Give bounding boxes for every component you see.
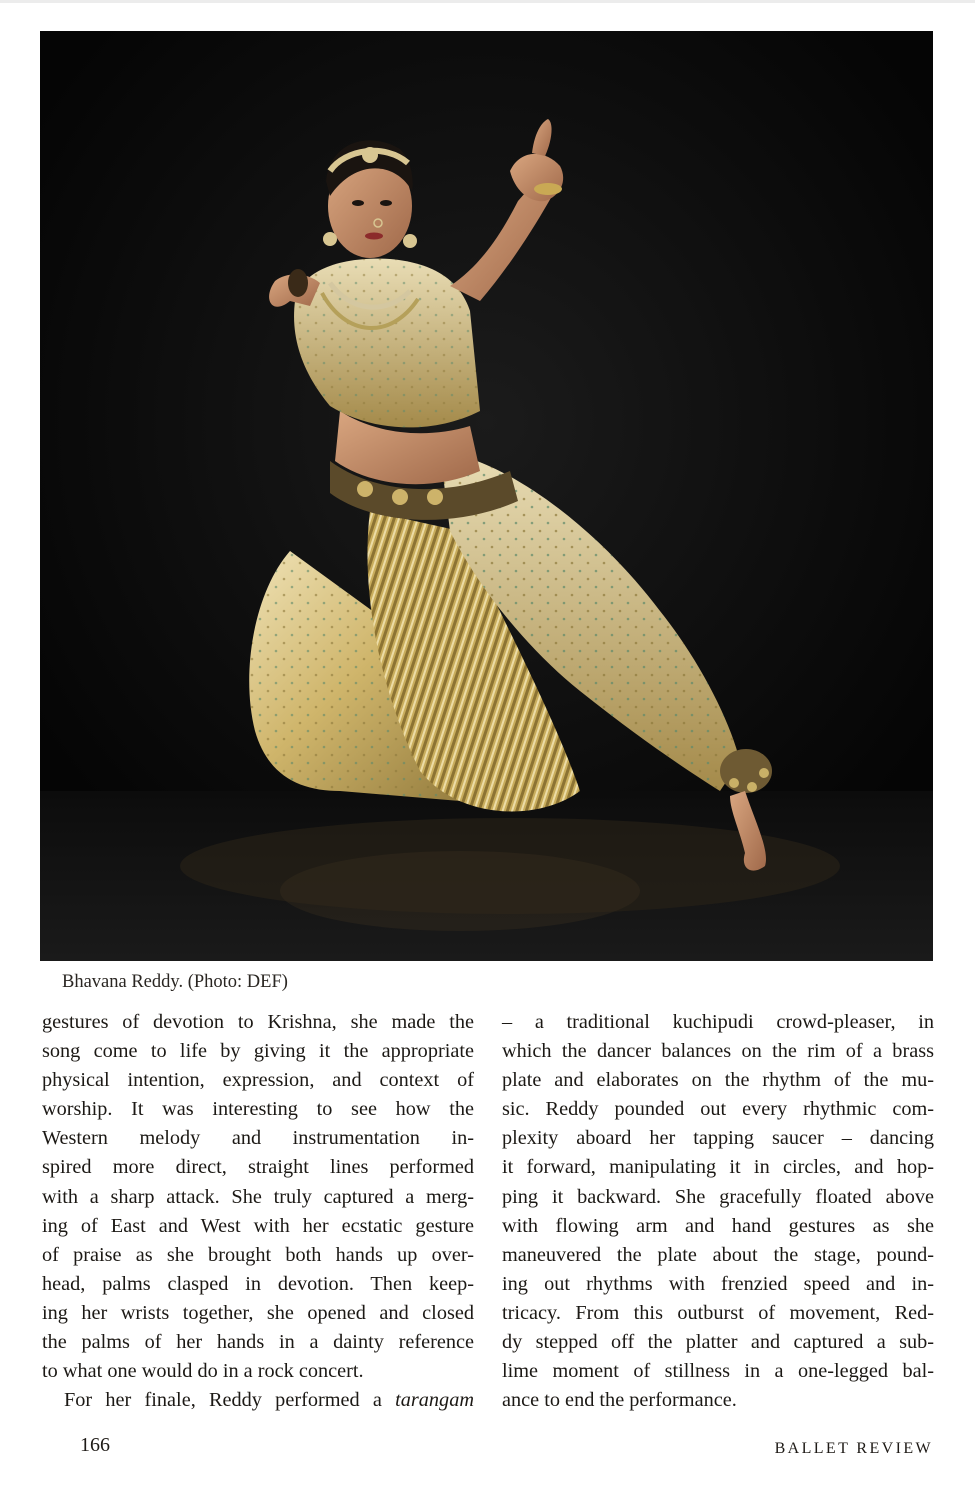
text-line: it forward, manipulating it in circles, and hop- <box>502 1156 934 1179</box>
page-number: 166 <box>80 1434 110 1456</box>
text-line: tricacy. From this outburst of movement, Red- <box>502 1301 934 1324</box>
left-column <box>42 1008 474 1415</box>
dancer-illustration <box>40 31 933 961</box>
dancer-photo <box>40 31 933 961</box>
text-line: worship. It was interesting to see how the <box>42 1098 474 1121</box>
photo-caption: Bhavana Reddy. (Photo: DEF) <box>62 972 288 992</box>
italic-term: tarangam <box>395 1389 474 1412</box>
text-line: gestures of devotion to Krishna, she made the <box>42 1011 474 1033</box>
text-line: ping it backward. She gracefully floated above <box>502 1185 934 1208</box>
text-line: spired more direct, straight lines performed <box>42 1156 474 1179</box>
top-rule <box>0 0 975 3</box>
text-line: – a traditional kuchipudi crowd-pleaser, in <box>502 1011 934 1033</box>
right-column <box>502 1008 934 1415</box>
paragraph-start-line <box>42 1386 474 1415</box>
text-line: which the dancer balances on the rim of a brass <box>502 1040 934 1063</box>
text-line: Western melody and instrumentation in- <box>42 1127 474 1150</box>
text-line: ance to end the performance. <box>502 1389 737 1412</box>
text-line: the palms of her hands in a dainty reference <box>42 1331 474 1354</box>
text-line: ing her wrists together, she opened and closed <box>42 1301 474 1324</box>
text-line: lime moment of stillness in a one-legged bal- <box>502 1360 934 1383</box>
text-line: dy stepped off the platter and captured a sub- <box>502 1331 934 1354</box>
text-line: with flowing arm and hand gestures as she <box>502 1214 934 1237</box>
running-head: BALLET REVIEW <box>774 1440 933 1457</box>
text-line: head, palms clasped in devotion. Then keep- <box>42 1272 474 1295</box>
text-run: For her finale, Reddy performed a <box>64 1389 382 1412</box>
text-line: sic. Reddy pounded out every rhythmic com- <box>502 1098 934 1121</box>
text-line: physical intention, expression, and context of <box>42 1069 474 1092</box>
text-line: of praise as she brought both hands up over- <box>42 1243 474 1266</box>
text-line: song come to life by giving it the appropriate <box>42 1040 474 1063</box>
text-line: ing of East and West with her ecstatic gesture <box>42 1214 474 1237</box>
text-line: maneuvered the plate about the stage, pound- <box>502 1243 934 1266</box>
text-line: plate and elaborates on the rhythm of the mu- <box>502 1069 934 1092</box>
text-line: plexity aboard her tapping saucer – dancing <box>502 1127 934 1150</box>
text-line: to what one would do in a rock concert. <box>42 1360 364 1383</box>
text-line: with a sharp attack. She truly captured a merg- <box>42 1185 474 1208</box>
text-line: ing out rhythms with frenzied speed and in- <box>502 1272 934 1295</box>
